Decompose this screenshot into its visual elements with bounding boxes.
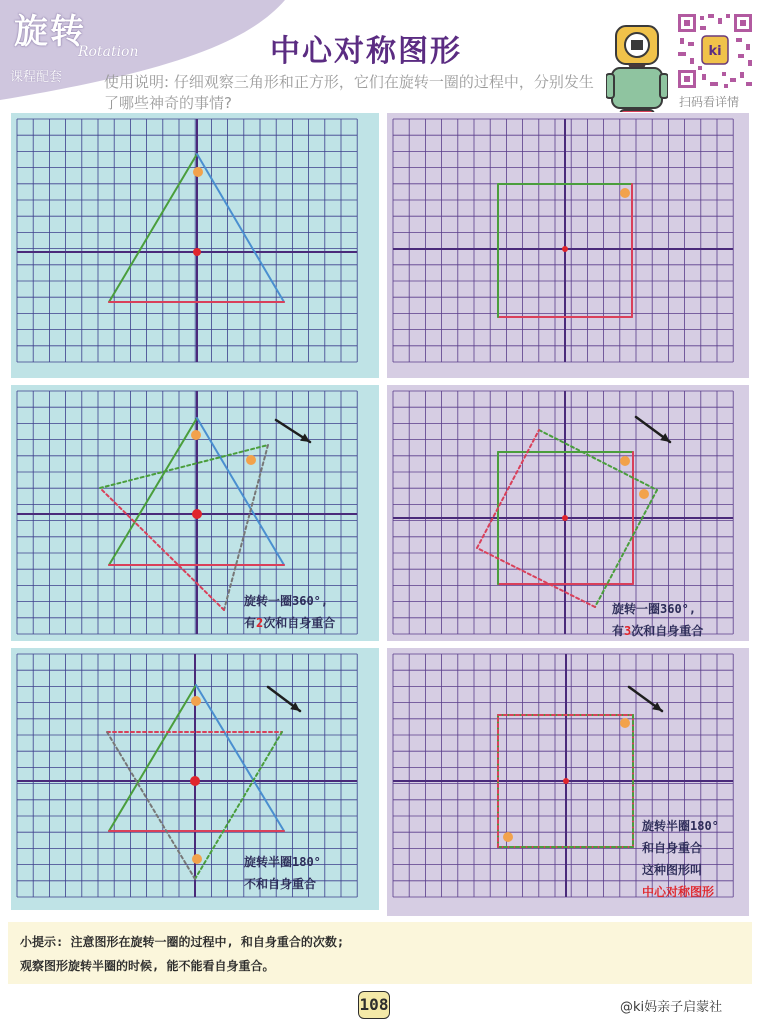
corner-subtitle-en: Rotation: [78, 44, 139, 60]
marker-dot: [620, 456, 630, 466]
rotation-center: [563, 778, 569, 784]
caption-text: 有: [244, 616, 257, 630]
credit-text: @ki妈亲子启蒙社: [620, 1000, 723, 1015]
caption-line: 不和自身重合: [244, 877, 317, 891]
tip-line: 观察图形旋转半圈的时候, 能不能看自身重合。: [20, 959, 275, 973]
caption-text: 次和自身重合: [263, 616, 336, 630]
qr-code[interactable]: [676, 12, 754, 90]
triangle-original-diagram: [10, 112, 380, 379]
caption-square-rotated: [612, 598, 703, 642]
panel-square-original: [386, 112, 750, 379]
caption-line: [244, 612, 335, 634]
panel-background: [386, 112, 750, 379]
caption-line: 旋转半圈180°: [244, 855, 321, 869]
marker-dot: [192, 854, 202, 864]
marker-dot: [620, 188, 630, 198]
page-title: 中心对称图形: [270, 34, 462, 69]
caption-text: 次和自身重合: [631, 624, 704, 638]
square-original-diagram: [386, 112, 750, 379]
rotation-center: [193, 248, 201, 256]
instructions-text: 使用说明: 仔细观察三角形和正方形，它们在旋转一圈的过程中，分别发生了哪些神奇的事情?: [104, 73, 594, 112]
marker-dot: [191, 696, 201, 706]
triangle-half-diagram: [10, 647, 380, 911]
panel-triangle-original: [10, 112, 380, 379]
panel-square-half: [386, 647, 750, 917]
tip-box: [8, 922, 752, 984]
caption-line: 这种图形叫: [642, 863, 703, 877]
caption-text: 有: [612, 624, 625, 638]
qr-caption: 扫码看详情: [679, 95, 740, 109]
marker-dot: [246, 455, 256, 465]
panel-square-rotated: [386, 384, 750, 642]
corner-label: 课程配套: [10, 70, 63, 85]
marker-dot: [639, 489, 649, 499]
qr-badge-text: ki: [708, 44, 722, 59]
caption-line: 旋转一圈360°,: [244, 594, 329, 608]
rotation-center: [192, 509, 202, 519]
caption-line: [612, 620, 703, 642]
panel-triangle-rotated: [10, 384, 380, 642]
marker-dot: [503, 832, 513, 842]
marker-dot: [191, 430, 201, 440]
page-number: 108: [358, 991, 390, 1019]
caption-line: 旋转一圈360°,: [612, 602, 697, 616]
caption-line: 旋转半圈180°: [642, 819, 719, 833]
robot-illustration: [606, 24, 668, 124]
caption-triangle-rotated: [244, 590, 335, 634]
marker-dot: [620, 718, 630, 728]
caption-triangle-half: [244, 851, 321, 895]
caption-square-half: [642, 815, 719, 903]
caption-count: 3: [624, 624, 632, 638]
marker-dot: [193, 167, 203, 177]
panel-triangle-half: [10, 647, 380, 911]
grid-group: [10, 112, 380, 379]
rotation-center: [562, 515, 568, 521]
rotation-center: [562, 246, 568, 252]
tip-line: 小提示: 注意图形在旋转一圈的过程中, 和自身重合的次数;: [20, 935, 345, 949]
rotation-center: [190, 776, 200, 786]
caption-count: 2: [256, 616, 264, 630]
grid-group: [386, 112, 750, 379]
caption-line: 和自身重合: [642, 841, 703, 855]
corner-title: 旋转: [14, 12, 86, 52]
caption-conclusion: 中心对称图形: [642, 885, 715, 899]
